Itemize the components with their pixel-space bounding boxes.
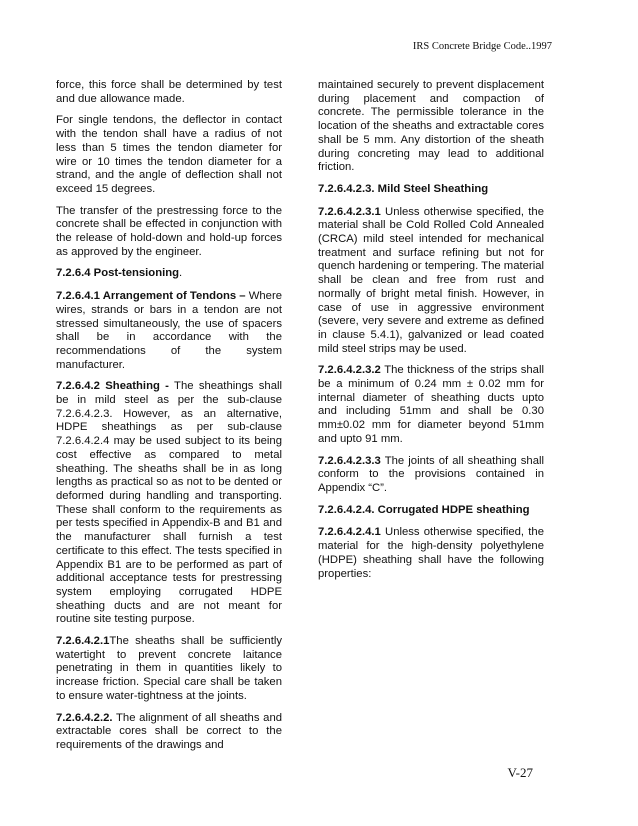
paragraph: The transfer of the prestressing force to the concrete shall be effected in conjunction with the release of hold-down and hold-up forces as approved by the engineer. [56, 204, 282, 258]
clause-7264232 [318, 364, 544, 446]
section-heading-7264 [56, 267, 282, 281]
section-heading-726423 [318, 183, 544, 197]
clause-72642 [56, 380, 282, 627]
page-number: V-27 [507, 765, 533, 780]
clause-7264241 [318, 526, 544, 581]
heading-text: 7.2.6.4.2.3. Mild Steel Sheathing [318, 182, 489, 195]
clause-text: The sheathings shall be in mild steel as per the sub-clause 7.2.6.4.2.3. However, as an alternative, HDPE sheathings as per sub-clause 7.2.6.4.2.4 may be used subject to its being cost effective as compared to metal sheathing. The sheaths shall be in as long lengths as practical so as not to be dented or deformed during handling and transporting. These shall conform to the requirements as per tests specified in Appendix-B and B1 and the manufacturer shall furnish a test certificate to this effect. The tests specified in Appendix B1 are to be performed as part of additional acceptance tests for prestressing system employing corrugated HDPE sheathing ducts and are not meant for routine site testing purpose. [56, 380, 282, 626]
clause-number: 7.2.6.4.2.3.1 [318, 205, 381, 218]
clause-text: Where wires, strands or bars in a tendon are not stressed simultaneously, the use of spacers shall be in accordance with the recommendations of the system manufacturer. [56, 290, 283, 371]
paragraph: For single tendons, the deflector in contact with the tendon shall have a radius of not less than 5 times the tendon diameter for wire or 10 times the tendon diameter for a strand, and the angle of deflection shall not exceed 15 degrees. [56, 114, 282, 195]
clause-7264231 [318, 206, 544, 357]
heading-text: 7.2.6.4.2.4. Corrugated HDPE sheathing [318, 503, 530, 516]
clause-number: 7.2.6.4.2.3.3 [318, 454, 381, 467]
clause-726422 [56, 712, 282, 753]
heading-text: 7.2.6.4 Post-tensioning [56, 267, 180, 280]
clause-726421 [56, 635, 282, 704]
clause-text: The sheaths shall be sufficiently watertight to prevent concrete laitance penetrating in them in quantities likely to increase friction. Special care shall be taken to ensure water-tightness at the joints. [56, 635, 282, 702]
heading-punct: . [179, 267, 183, 280]
clause-7264233 [318, 455, 544, 496]
clause-text: The alignment of all sheaths and extractable cores shall be correct to the requirements of the drawings and [56, 711, 283, 751]
paragraph: force, this force shall be determined by test and due allowance made. [56, 79, 282, 105]
running-header: IRS Concrete Bridge Code..1997 [412, 41, 552, 52]
clause-number: 7.2.6.4.2.2. [56, 711, 113, 724]
clause-number: 7.2.6.4.2.4.1 [318, 526, 381, 539]
clause-text: The thickness of the strips shall be a minimum of 0.24 mm ± 0.02 mm for internal diameter of sheathing ducts upto and including 51mm and shall be 0.30 mm±0.02 mm for diameter beyond 51mm and upto 91 mm. [318, 364, 544, 445]
clause-number: 7.2.6.4.2.3.2 [318, 364, 381, 377]
clause-heading: 7.2.6.4.2 Sheathing - [56, 380, 169, 393]
left-column [56, 79, 282, 761]
clause-heading: 7.2.6.4.1 Arrangement of Tendons – [56, 290, 246, 303]
right-column [318, 79, 544, 589]
paragraph: maintained securely to prevent displacement during placement and compaction of concrete. The permissible tolerance in the location of the sheaths and extractable cores shall be 5 mm. Any distortion of the sheath during concreting may lead to additional friction. [318, 79, 544, 174]
section-heading-726424 [318, 504, 544, 518]
clause-text: The joints of all sheathing shall conform to the provisions contained in Appendix “C”. [318, 454, 545, 494]
clause-72641 [56, 290, 282, 372]
clause-number: 7.2.6.4.2.1 [56, 635, 110, 648]
clause-text: Unless otherwise specified, the material for the high-density polyethylene (HDPE) sheathing shall have the following properties: [318, 526, 544, 580]
clause-text: Unless otherwise specified, the material shall be Cold Rolled Cold Annealed (CRCA) mild steel intended for mechanical treatment and surface refining but not for quench hardening or tempering. The material shall be clean and free from rust and normally of bright metal finish. However, in case of use in aggressive environment (severe, very severe and extreme as defined in clause 5.4.1), galvanized or lead coated mild steel strips may be used. [318, 205, 544, 355]
